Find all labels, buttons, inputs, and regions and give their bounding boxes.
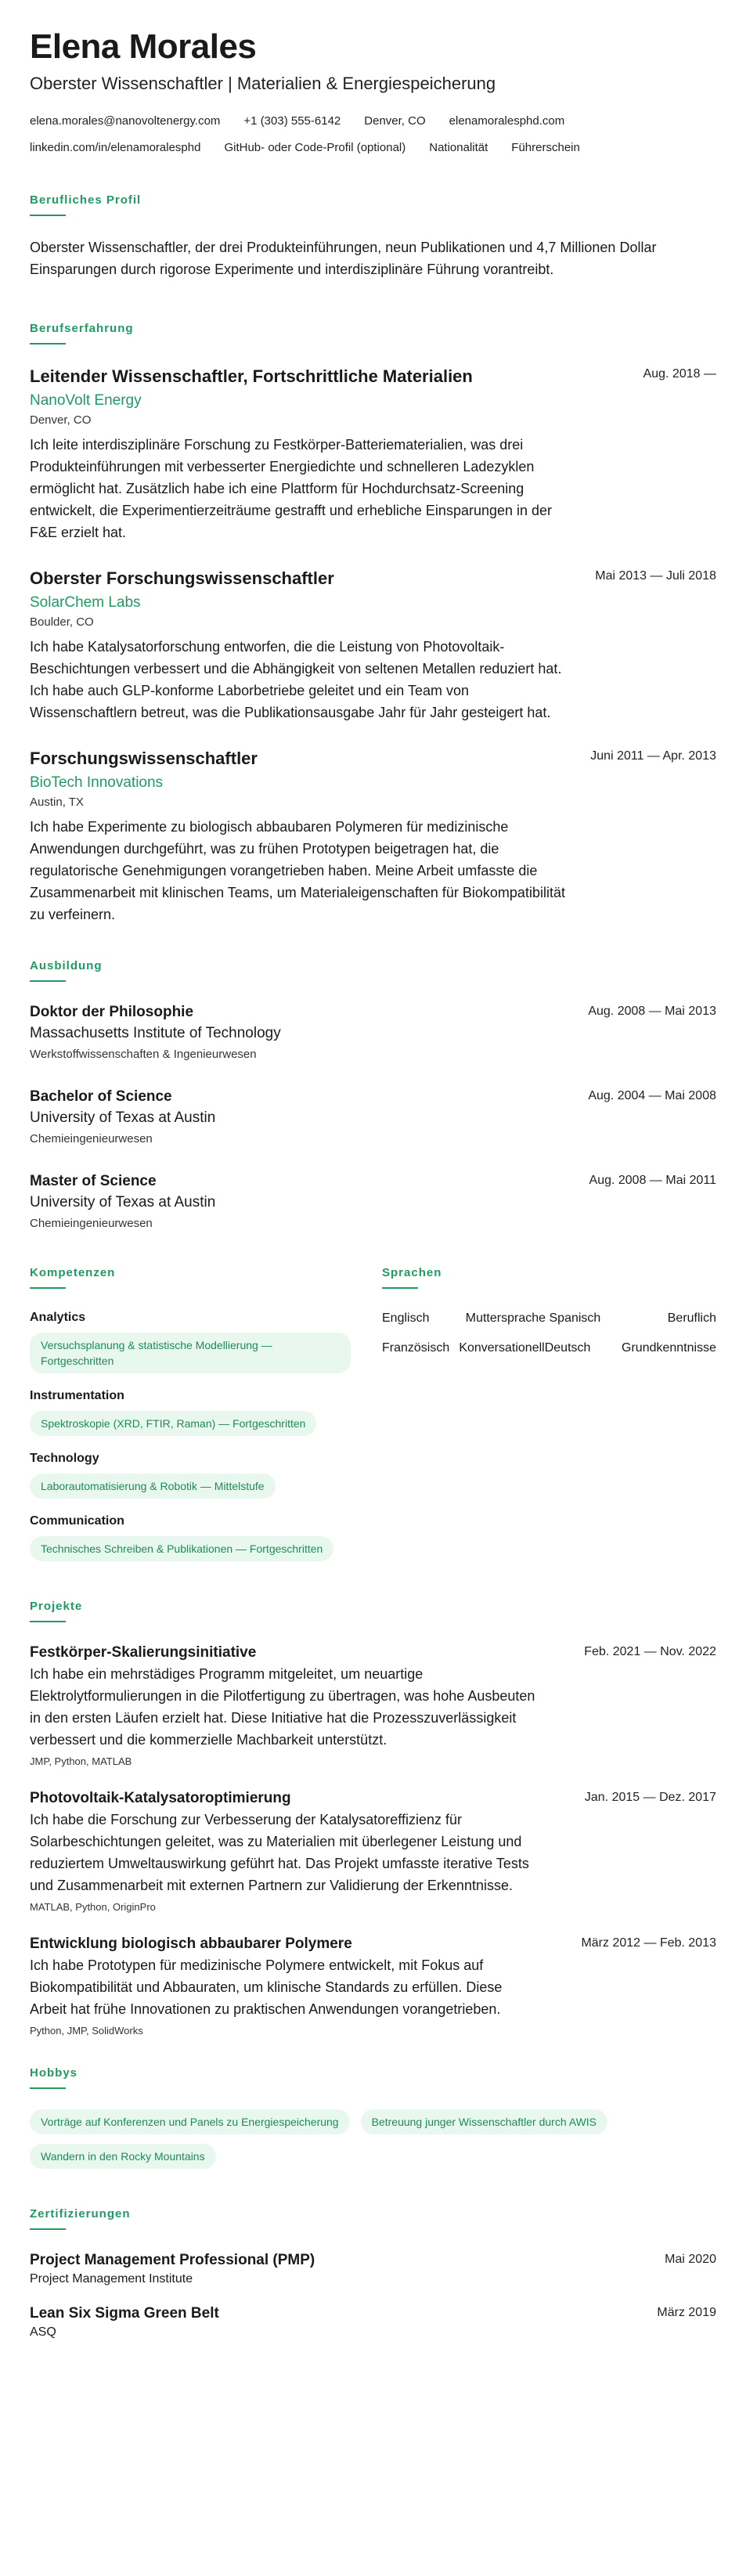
section-title: Hobbys — [30, 2066, 78, 2080]
profile-section — [30, 193, 716, 280]
language-level: Muttersprache — [465, 1311, 546, 1325]
contact-linkedin[interactable]: linkedin.com/in/elenamoralesphd — [30, 141, 201, 154]
school: Massachusetts Institute of Technology — [30, 1025, 281, 1041]
contact-email[interactable]: elena.morales@nanovoltenergy.com — [30, 114, 221, 128]
project-entry — [30, 1643, 716, 1770]
hobbies-section — [30, 2065, 716, 2178]
contact-location: Denver, CO — [364, 114, 426, 128]
job-company: BioTech Innovations — [30, 774, 164, 791]
section-divider — [30, 1621, 66, 1622]
certifications-section — [30, 2206, 716, 2341]
job-title: Forschungswissenschaftler — [30, 749, 258, 768]
skill-group — [30, 1513, 351, 1561]
field-of-study: Werkstoffwissenschaften & Ingenieurwesen — [30, 1048, 257, 1061]
skill-group — [30, 1450, 351, 1499]
project-tools: MATLAB, Python, OriginPro — [30, 1901, 156, 1913]
section-divider — [30, 1287, 66, 1289]
skill-category: Instrumentation — [30, 1389, 124, 1402]
education-entry — [30, 1171, 716, 1232]
hobby-chip: Betreuung junger Wissenschaftler durch AWIS — [361, 2109, 607, 2134]
certification-entry — [30, 2250, 716, 2288]
contact-nationality: Nationalität — [429, 141, 488, 154]
hobby-list — [30, 2109, 716, 2178]
skill-chip: Laborautomatisierung & Robotik — Mittelstufe — [30, 1474, 276, 1499]
language-name: Französisch — [382, 1341, 450, 1355]
certification-title: Project Management Professional (PMP) — [30, 2252, 315, 2268]
profile-text: Oberster Wissenschaftler, der drei Produkteinführungen, neun Publikationen und 4,7 Millionen Dollar Einsparungen durch rigorose Experimente und interdisziplinäre Führung vorantreibt. — [30, 240, 657, 277]
certification-date: Mai 2020 — [665, 2253, 716, 2266]
skill-category: Technology — [30, 1452, 99, 1465]
job-location: Denver, CO — [30, 413, 92, 427]
education-entry — [30, 1087, 716, 1148]
job-date: Mai 2013 — Juli 2018 — [595, 569, 716, 583]
contact-license: Führerschein — [511, 141, 580, 154]
languages-section — [382, 1265, 716, 1575]
job-date: Aug. 2018 — — [643, 367, 716, 381]
experience-entry — [30, 567, 716, 723]
experience-section — [30, 321, 716, 925]
section-divider — [30, 2228, 66, 2230]
section-title: Sprachen — [382, 1266, 442, 1279]
experience-entry — [30, 365, 716, 543]
job-company: NanoVolt Energy — [30, 392, 142, 409]
job-title: Oberster Forschungswissenschaftler — [30, 568, 334, 588]
education-date: Aug. 2008 — Mai 2013 — [588, 1005, 716, 1018]
section-title: Ausbildung — [30, 959, 103, 972]
project-date: Jan. 2015 — Dez. 2017 — [584, 1791, 716, 1804]
contact-row-1 — [30, 108, 716, 135]
section-title: Berufliches Profil — [30, 193, 142, 207]
skill-group — [30, 1387, 351, 1436]
section-divider — [30, 215, 66, 216]
skill-chip: Spektroskopie (XRD, FTIR, Raman) — Fortgeschritten — [30, 1411, 316, 1436]
candidate-name: Elena Morales — [30, 27, 257, 66]
degree: Master of Science — [30, 1173, 157, 1189]
skills-languages-row — [30, 1265, 716, 1575]
hobby-chip: Vorträge auf Konferenzen und Panels zu Energiespeicherung — [30, 2109, 350, 2134]
certification-issuer: ASQ — [30, 2325, 56, 2339]
candidate-headline: Oberster Wissenschaftler | Materialien & Energiespeicherung — [30, 74, 496, 93]
language-level: Beruflich — [667, 1311, 716, 1325]
project-description: Ich habe die Forschung zur Verbesserung der Katalysatoreffizienz für Solarbeschichtungen geleitet, was zu Materialien mit überlegener Leistung und reduziertem Umweltauswirkung geführt hat. Das Projekt umfasste iterative Tests und Zusammenarbeit mit externen Partnern zur Validierung der Erkenntnisse. — [30, 1812, 529, 1893]
contact-phone[interactable]: +1 (303) 555-6142 — [243, 114, 341, 128]
certification-issuer: Project Management Institute — [30, 2272, 193, 2286]
job-location: Boulder, CO — [30, 615, 94, 629]
project-tools: Python, JMP, SolidWorks — [30, 2025, 143, 2037]
project-date: März 2012 — Feb. 2013 — [581, 1936, 716, 1950]
job-description: Ich habe Katalysatorforschung entworfen, die die Leistung von Photovoltaik-Beschichtungen verbessert und die Abhängigkeit von seltenen Metallen reduziert hat. Ich habe auch GLP-konforme Laborbetriebe geleitet und ein Team von Wissenschaftlern betreut, was die Publikationsausgabe Jahr für Jahr gesteigert hat. — [30, 639, 562, 720]
job-company: SolarChem Labs — [30, 594, 141, 611]
certification-date: März 2019 — [657, 2306, 716, 2319]
job-date: Juni 2011 — Apr. 2013 — [590, 749, 716, 763]
skills-section — [30, 1265, 351, 1575]
section-divider — [30, 980, 66, 982]
school: University of Texas at Austin — [30, 1194, 216, 1210]
education-date: Aug. 2008 — Mai 2011 — [589, 1174, 716, 1187]
school: University of Texas at Austin — [30, 1109, 216, 1126]
skill-chip: Versuchsplanung & statistische Modellierung — Fortgeschritten — [30, 1333, 351, 1373]
skill-chip: Technisches Schreiben & Publikationen — Fortgeschritten — [30, 1536, 333, 1561]
contact-github[interactable]: GitHub- oder Code-Profil (optional) — [224, 141, 406, 154]
skill-category: Analytics — [30, 1311, 86, 1324]
section-divider — [30, 2087, 66, 2089]
education-date: Aug. 2004 — Mai 2008 — [588, 1089, 716, 1102]
language-level: Grundkenntnisse — [622, 1341, 716, 1355]
project-entry — [30, 1934, 716, 2039]
certification-title: Lean Six Sigma Green Belt — [30, 2305, 219, 2322]
education-entry — [30, 1002, 716, 1063]
skill-group — [30, 1309, 351, 1373]
experience-entry — [30, 747, 716, 925]
section-divider — [382, 1287, 418, 1289]
job-description: Ich habe Experimente zu biologisch abbaubaren Polymeren für medizinische Anwendungen durchgeführt, was zu frühen Prototypen beigetragen hat, die regulatorische Genehmigungen vorangetrieben haben. Meine Arbeit umfasste die Zusammenarbeit mit klinischen Teams, um Materialeigenschaften für Biokompatibilität zu verfeinern. — [30, 819, 565, 922]
field-of-study: Chemieingenieurwesen — [30, 1217, 153, 1230]
degree: Doktor der Philosophie — [30, 1004, 194, 1020]
project-date: Feb. 2021 — Nov. 2022 — [584, 1645, 716, 1658]
section-title: Berufserfahrung — [30, 322, 134, 335]
section-title: Projekte — [30, 1600, 83, 1613]
skill-category: Communication — [30, 1514, 124, 1528]
project-tools: JMP, Python, MATLAB — [30, 1755, 132, 1767]
projects-section — [30, 1599, 716, 2039]
education-section — [30, 958, 716, 1232]
language-name: Englisch — [382, 1311, 430, 1325]
degree: Bachelor of Science — [30, 1088, 172, 1105]
language-name: Spanisch — [549, 1311, 601, 1325]
job-title: Leitender Wissenschaftler, Fortschrittliche Materialien — [30, 366, 473, 386]
project-title: Photovoltaik-Katalysatoroptimierung — [30, 1790, 291, 1806]
contact-row-2 — [30, 135, 716, 161]
certification-entry — [30, 2304, 716, 2341]
section-divider — [30, 343, 66, 345]
field-of-study: Chemieingenieurwesen — [30, 1132, 153, 1145]
project-description: Ich habe ein mehrstädiges Programm mitgeleitet, um neuartige Elektrolytformulierungen in die Pilotfertigung zu übertragen, was hohe Ausbeuten in den ersten Läufen erzielt hat. Diese Initiative hat die Prozesszuverlässigkeit verbessert und die kommerzielle Machbarkeit unterstützt. — [30, 1666, 535, 1748]
project-entry — [30, 1788, 716, 1915]
job-description: Ich leite interdisziplinäre Forschung zu Festkörper-Batteriematerialien, was drei Produkteinführungen mit verbesserter Energiedichte und schnelleren Ladezyklen ermöglicht hat. Zusätzlich habe ich eine Plattform für Hochdurchsatz-Screening entwickelt, die Experimentierzeiträume gestrafft und erhebliche Einsparungen in der F&E erzielt hat. — [30, 437, 553, 540]
contact-website[interactable]: elenamoralesphd.com — [449, 114, 565, 128]
project-title: Festkörper-Skalierungsinitiative — [30, 1644, 257, 1661]
language-row — [382, 1309, 716, 1328]
project-description: Ich habe Prototypen für medizinische Polymere entwickelt, mit Fokus auf Biokompatibilität und Abbauraten, um klinische Standards zu erfüllen. Diese Arbeit hat frühe Innovationen zu praktischen Anwendungen vorangetrieben. — [30, 1957, 503, 2017]
job-location: Austin, TX — [30, 796, 84, 809]
language-level: Konversationell — [459, 1341, 545, 1355]
language-row — [382, 1339, 716, 1358]
hobby-chip: Wandern in den Rocky Mountains — [30, 2144, 216, 2169]
project-title: Entwicklung biologisch abbaubarer Polymere — [30, 1936, 352, 1952]
section-title: Kompetenzen — [30, 1266, 116, 1279]
section-title: Zertifizierungen — [30, 2207, 131, 2221]
language-name: Deutsch — [544, 1341, 591, 1355]
